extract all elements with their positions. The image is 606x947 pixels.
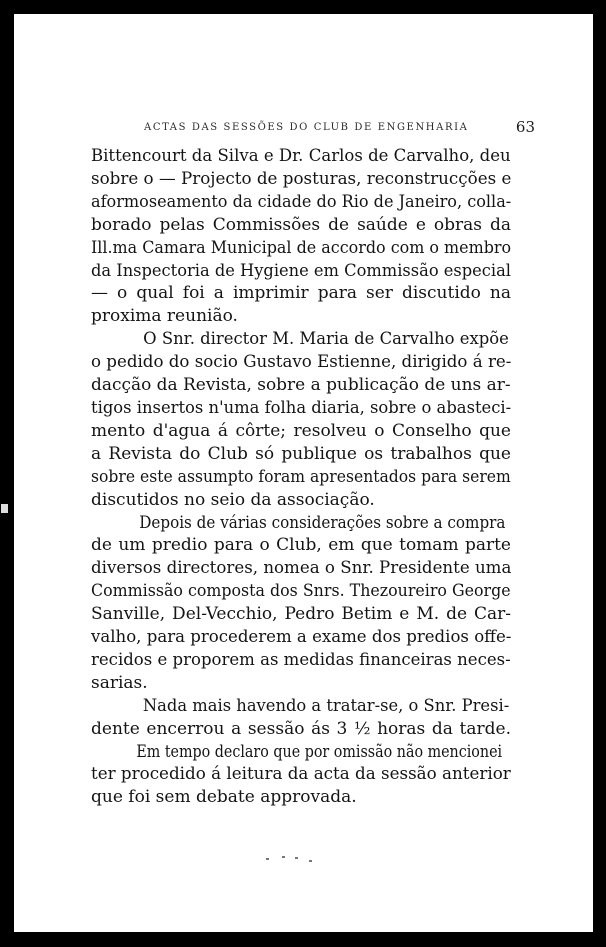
text-line: Sanville, Del-Vecchio, Pedro Betim e M. de Car- [91,604,511,625]
text-line: sarias. [91,672,148,693]
text-line: sobre o — Projecto de posturas, reconstrucções e [91,168,512,189]
text-line: Em tempo declaro que por omissão não mencionei [136,741,503,762]
text-line: sobre este assumpto foram apresentados para serem [91,466,511,487]
text-line: Nada mais havendo a tratar-se, o Snr. Presi- [142,695,510,716]
text-line: borado pelas Commissões de saúde e obras da [91,214,511,235]
page-number: 63 [515,118,535,136]
text-line: Ill.ma Camara Municipal de accordo com o membro [91,237,512,258]
text-line: dente encerrou a sessão ás 3 ½ horas da tarde. [91,718,511,739]
text-line: o pedido do socio Gustavo Estienne, dirigido á re- [91,352,512,373]
text-line: a Revista do Club só publique os trabalhos que [91,443,511,464]
text-line: diversos directores, nomea o Snr. Presidente uma [91,558,512,579]
text-line: aformoseamento da cidade do Rio de Janeiro, colla- [91,191,512,212]
text-line: ter procedido á leitura da acta da sessão anterior [91,764,511,785]
text-line: de um predio para o Club, em que tomam parte [91,535,511,556]
text-line: que foi sem debate approvada. [91,787,357,808]
text-line: O Snr. director M. Maria de Carvalho expõe [143,329,509,350]
text-line: Bittencourt da Silva e Dr. Carlos de Carvalho, deu [91,146,511,166]
text-line: tigos insertos n'uma folha diaria, sobre o abasteci- [91,397,512,418]
text-line: mento d'agua á côrte; resolveu o Conselho que [91,420,511,441]
end-ornament [262,852,322,864]
scan-edge-mark [1,504,8,513]
text-line: proxima reunião. [91,306,238,327]
running-title: ACTAS DAS SESSÕES DO CLUB DE ENGENHARIA [144,122,469,133]
text-line: — o qual foi a imprimir para ser discutido na [91,283,511,304]
text-line: Depois de várias considerações sobre a compra [139,512,506,533]
page-header [14,118,593,142]
text-line: da Inspectoria de Hygiene em Commissão especial [91,260,511,281]
body-text [91,145,511,809]
page-sheet [14,14,593,932]
text-line: valho, para procederem a exame dos predios offe- [91,627,512,648]
text-line: discutidos no seio da associação. [91,489,375,510]
text-line: dacção da Revista, sobre a publicação de uns ar- [91,375,511,396]
text-line: Commissão composta dos Snrs. Thezoureiro George [91,581,511,602]
text-line: recidos e proporem as medidas financeiras neces- [91,649,511,670]
